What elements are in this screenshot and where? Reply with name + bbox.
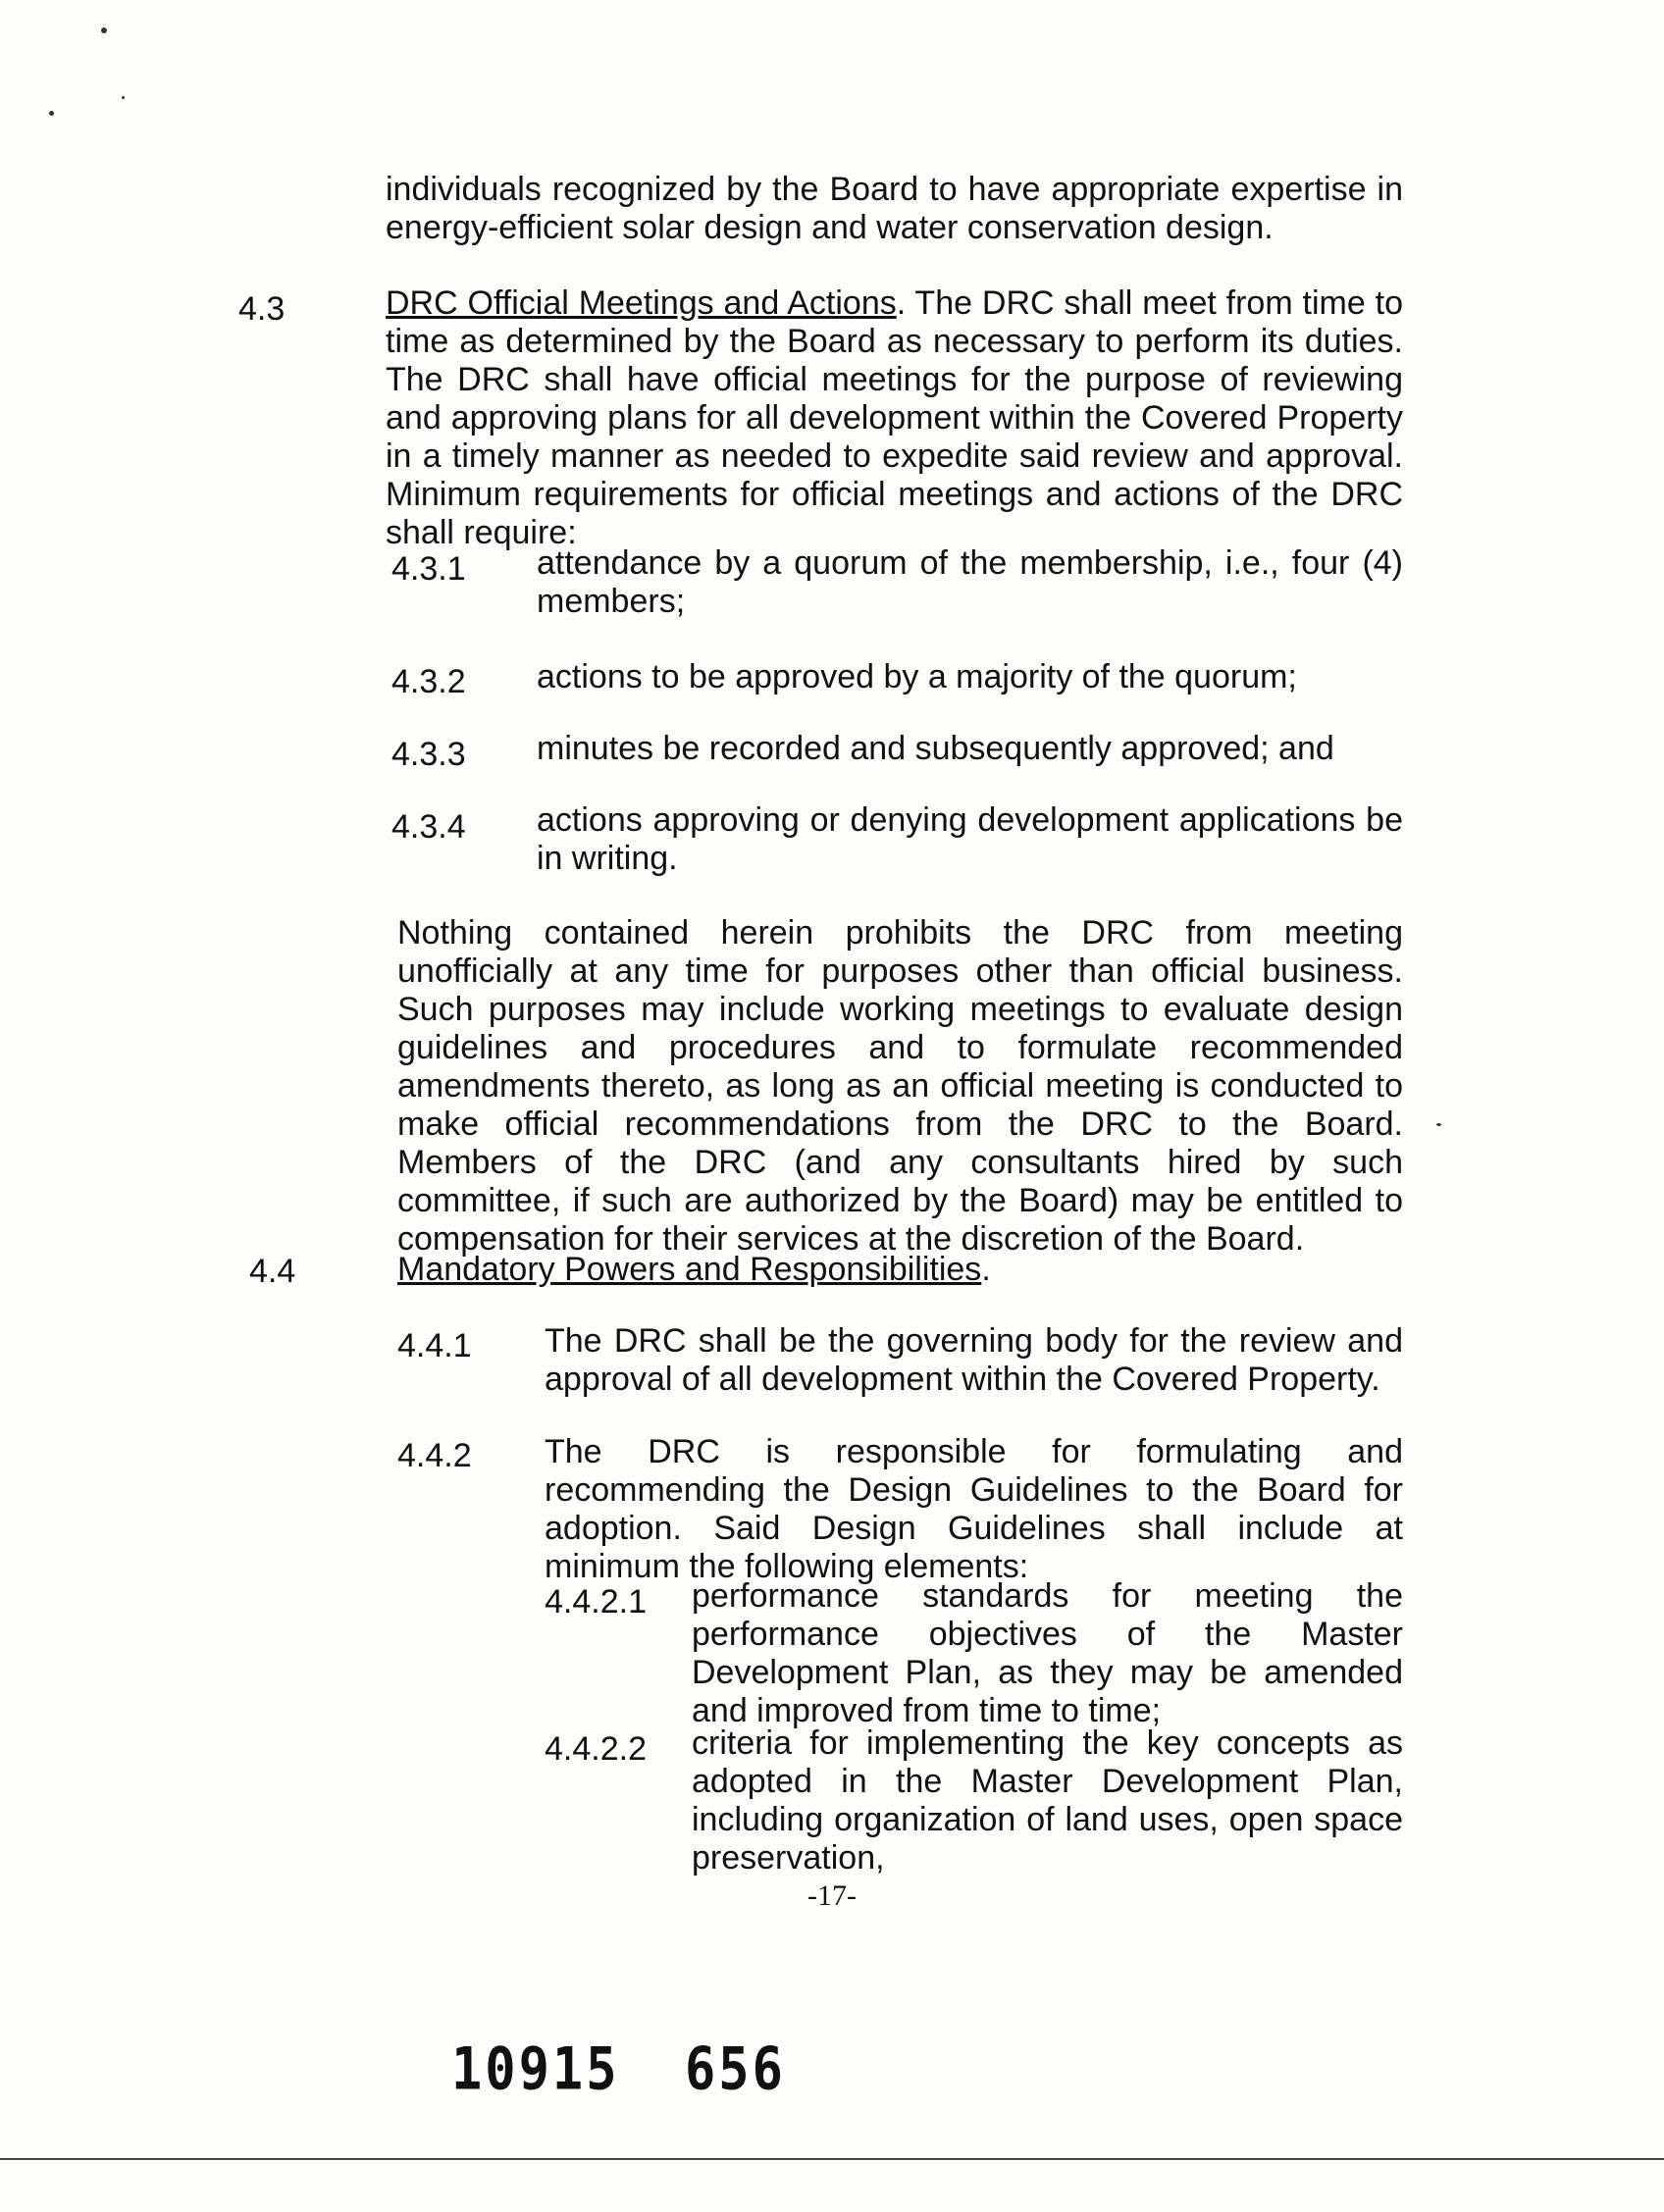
item-text-4-4-1: The DRC shall be the governing body for the review and approval of all development within the Covered Property. [545,1322,1403,1398]
item-number-4-4-2-2: 4.4.2.2 [545,1730,647,1768]
bottom-scan-rule [0,2158,1664,2160]
section-4-3-paragraph [386,284,1403,552]
item-text-4-3-2: actions to be approved by a majority of the quorum; [537,658,1297,695]
section-4-3-closing-paragraph: Nothing contained herein prohibits the DRC from meeting unofficially at any time for purposes other than official business. Such purposes may include working meetings to evaluate design guidelines and procedures and to formulate recommended amendments thereto, as long as an official meeting is conducted to make official recommendations from the DRC to the Board. Members of the DRC (and any consultants hired by such committee, if such are authorized by the Board) may be entitled to compensation for their services at the discretion of the Board. [397,914,1403,1258]
item-text-4-4-2: The DRC is responsible for formulating and recommending the Design Guidelines to the Board for adoption. Said Design Guidelines shall include at minimum the following elements: [545,1433,1403,1585]
item-number-4-3-3: 4.3.3 [391,736,466,773]
recording-stamp-book: 10915 [451,2035,620,2104]
scan-speck [49,111,54,116]
item-text-4-3-3: minutes be recorded and subsequently approved; and [537,730,1334,767]
scan-speck [122,96,125,99]
page-number: -17- [807,1879,857,1912]
section-4-3-body: . The DRC shall meet from time to time as determined by the Board as necessary to perform its duties. The DRC shall have official meetings for the purpose of reviewing and approving plans for all development within the Covered Property in a timely manner as needed to expedite said review and approval. Minimum requirements for official meetings and actions of the DRC shall require: [386,284,1403,551]
item-number-4-3-4: 4.3.4 [391,808,466,846]
item-number-4-4-2: 4.4.2 [397,1437,472,1474]
scan-speck [1436,1123,1441,1126]
item-number-4-4-2-1: 4.4.2.1 [545,1583,647,1620]
item-number-4-3-2: 4.3.2 [391,663,466,700]
section-4-4-heading: Mandatory Powers and Responsibilities [397,1251,982,1288]
section-4-4-heading-line [397,1251,1403,1289]
scan-speck [101,27,107,33]
item-text-4-4-2-2: criteria for implementing the key concepts as adopted in the Master Development Plan, including organization of land uses, open space preservation, [692,1724,1403,1877]
section-4-4-heading-end: . [981,1251,991,1288]
item-text-4-3-1: attendance by a quorum of the membership, i.e., four (4) members; [537,544,1403,620]
recording-stamp-page: 656 [685,2035,786,2104]
item-number-4-3-1: 4.3.1 [391,550,466,588]
item-text-4-3-4: actions approving or denying development applications be in writing. [537,801,1403,877]
item-number-4-4-1: 4.4.1 [397,1327,472,1364]
section-4-3-heading: DRC Official Meetings and Actions [386,284,897,322]
section-number-4-3: 4.3 [238,290,286,328]
intro-paragraph: individuals recognized by the Board to have appropriate expertise in energy-efficient solar design and water conservation design. [386,171,1403,246]
item-text-4-4-2-1: performance standards for meeting the performance objectives of the Master Development Plan, as they may be amended and improved from time to time; [692,1577,1403,1729]
section-number-4-4: 4.4 [249,1253,296,1290]
